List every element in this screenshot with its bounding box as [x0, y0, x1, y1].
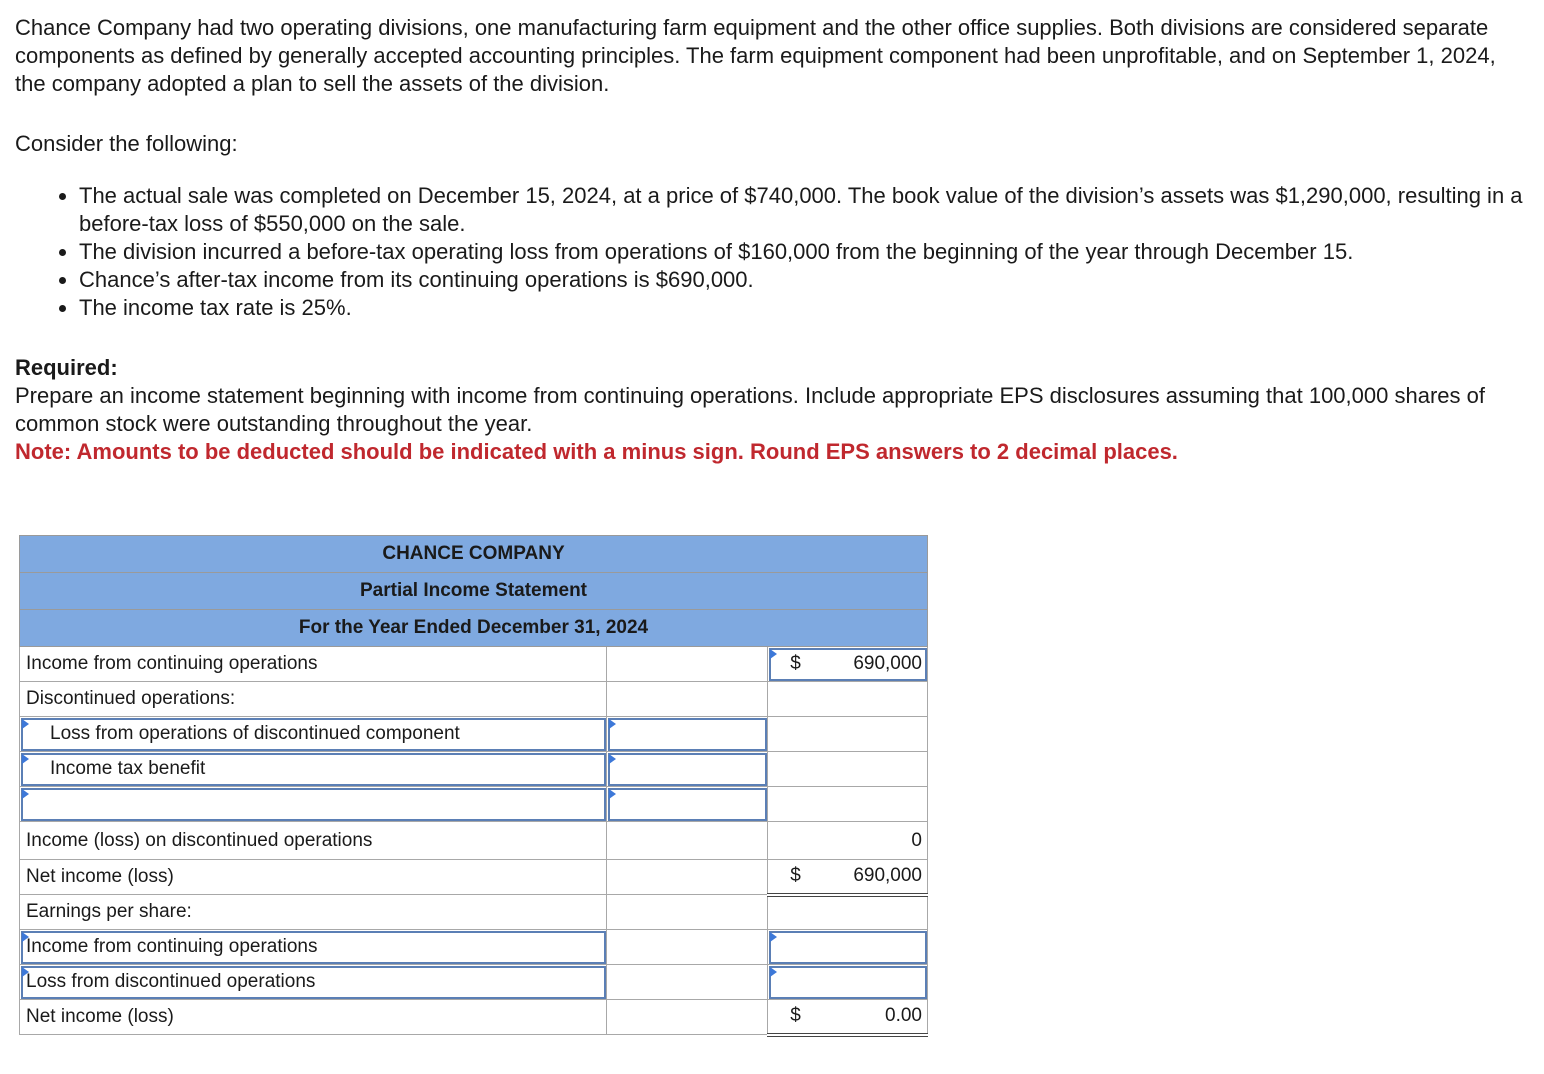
- statement-title: Partial Income Statement: [20, 573, 928, 610]
- empty-cell: [768, 682, 928, 717]
- table-row: [20, 860, 928, 895]
- empty-cell: [607, 895, 768, 930]
- input-marker-icon: [770, 932, 777, 942]
- row-label: Loss from discontinued operations: [26, 971, 316, 992]
- table-row: [20, 682, 928, 717]
- table-row: [20, 1000, 928, 1035]
- required-heading: Required:: [15, 355, 118, 380]
- problem-text: [15, 14, 1525, 466]
- row-label: Earnings per share:: [20, 895, 607, 930]
- income-tax-benefit-amount-input[interactable]: [607, 752, 768, 787]
- discontinued-ops-total: [768, 822, 928, 860]
- amount-value: 690,000: [853, 865, 922, 887]
- amount-value: 690,000: [853, 653, 922, 674]
- list-item: • The actual sale was completed on December 15, 2024, at a price of $740,000. The book value of the division’s assets was $1,290,000, resulting in a before-tax loss of $550,000 on the sale.: [79, 182, 1525, 238]
- input-marker-icon: [770, 649, 777, 659]
- empty-cell: [607, 647, 768, 682]
- empty-cell: [768, 717, 928, 752]
- empty-cell: [607, 860, 768, 895]
- table-row: [20, 647, 928, 682]
- input-marker-icon: [609, 789, 616, 799]
- table-row: [20, 752, 928, 787]
- row-label: Discontinued operations:: [20, 682, 607, 717]
- row-label: Income from continuing operations: [26, 936, 318, 957]
- input-marker-icon: [609, 754, 616, 764]
- input-marker-icon: [22, 754, 29, 764]
- input-marker-icon: [770, 967, 777, 977]
- table-row: [20, 822, 928, 860]
- empty-cell: [768, 787, 928, 822]
- loss-from-operations-label-input[interactable]: [20, 717, 607, 752]
- input-marker-icon: [22, 789, 29, 799]
- row-label: Net income (loss): [20, 860, 607, 895]
- amount-value: 0.00: [885, 1005, 922, 1027]
- income-statement-table: [19, 535, 928, 1037]
- header-row: [20, 536, 928, 573]
- statement-period: For the Year Ended December 31, 2024: [20, 610, 928, 647]
- empty-cell: [768, 752, 928, 787]
- row-label: Income (loss) on discontinued operations: [20, 822, 607, 860]
- table-row: [20, 895, 928, 930]
- table-row: [20, 717, 928, 752]
- list-item: • Chance’s after-tax income from its continuing operations is $690,000.: [79, 266, 1525, 294]
- empty-cell: [607, 930, 768, 965]
- table-row: [20, 930, 928, 965]
- input-marker-icon: [22, 932, 29, 942]
- consider-heading: Consider the following:: [15, 131, 238, 156]
- empty-cell: [607, 682, 768, 717]
- table-row: [20, 787, 928, 822]
- eps-discontinued-label-input[interactable]: [20, 965, 607, 1000]
- eps-discontinued-amount-input[interactable]: [768, 965, 928, 1000]
- blank-amount-input[interactable]: [607, 787, 768, 822]
- empty-cell: [607, 965, 768, 1000]
- company-name: CHANCE COMPANY: [20, 536, 928, 573]
- currency-symbol: $: [790, 653, 801, 674]
- net-income-total: [768, 860, 928, 895]
- row-label: Net income (loss): [20, 1000, 607, 1035]
- empty-cell: [607, 822, 768, 860]
- eps-net-income-total: [768, 1000, 928, 1035]
- income-tax-benefit-label-input[interactable]: [20, 752, 607, 787]
- header-row: [20, 573, 928, 610]
- required-text: Prepare an income statement beginning with income from continuing operations. Include appropriate EPS disclosures assuming that 100,000 shares of common stock were outstanding throughout the year.: [15, 383, 1485, 436]
- intro-paragraph: Chance Company had two operating divisions, one manufacturing farm equipment and the other office supplies. Both divisions are considered separate components as defined by generally accepted accounting principles. The farm equipment component had been unprofitable, and on September 1, 2024, the company adopted a plan to sell the assets of the division.: [15, 15, 1496, 96]
- empty-cell: [607, 1000, 768, 1035]
- continuing-ops-amount-input[interactable]: [768, 647, 928, 682]
- eps-continuing-label-input[interactable]: [20, 930, 607, 965]
- row-label: Income from continuing operations: [20, 647, 607, 682]
- eps-continuing-amount-input[interactable]: [768, 930, 928, 965]
- list-item: • The income tax rate is 25%.: [79, 294, 1525, 322]
- loss-from-operations-amount-input[interactable]: [607, 717, 768, 752]
- table-row: [20, 965, 928, 1000]
- currency-symbol: $: [790, 1005, 801, 1027]
- instruction-note: Note: Amounts to be deducted should be indicated with a minus sign. Round EPS answers to 2 decimal places.: [15, 439, 1178, 464]
- row-label: Loss from operations of discontinued component: [50, 723, 460, 744]
- facts-list: [15, 182, 1525, 322]
- currency-symbol: $: [790, 865, 801, 887]
- input-marker-icon: [22, 719, 29, 729]
- input-marker-icon: [22, 967, 29, 977]
- amount-value: 0: [911, 829, 922, 851]
- input-marker-icon: [609, 719, 616, 729]
- list-item: • The division incurred a before-tax operating loss from operations of $160,000 from the beginning of the year through December 15.: [79, 238, 1525, 266]
- blank-label-input[interactable]: [20, 787, 607, 822]
- header-row: [20, 610, 928, 647]
- empty-cell: [768, 895, 928, 930]
- row-label: Income tax benefit: [50, 758, 206, 779]
